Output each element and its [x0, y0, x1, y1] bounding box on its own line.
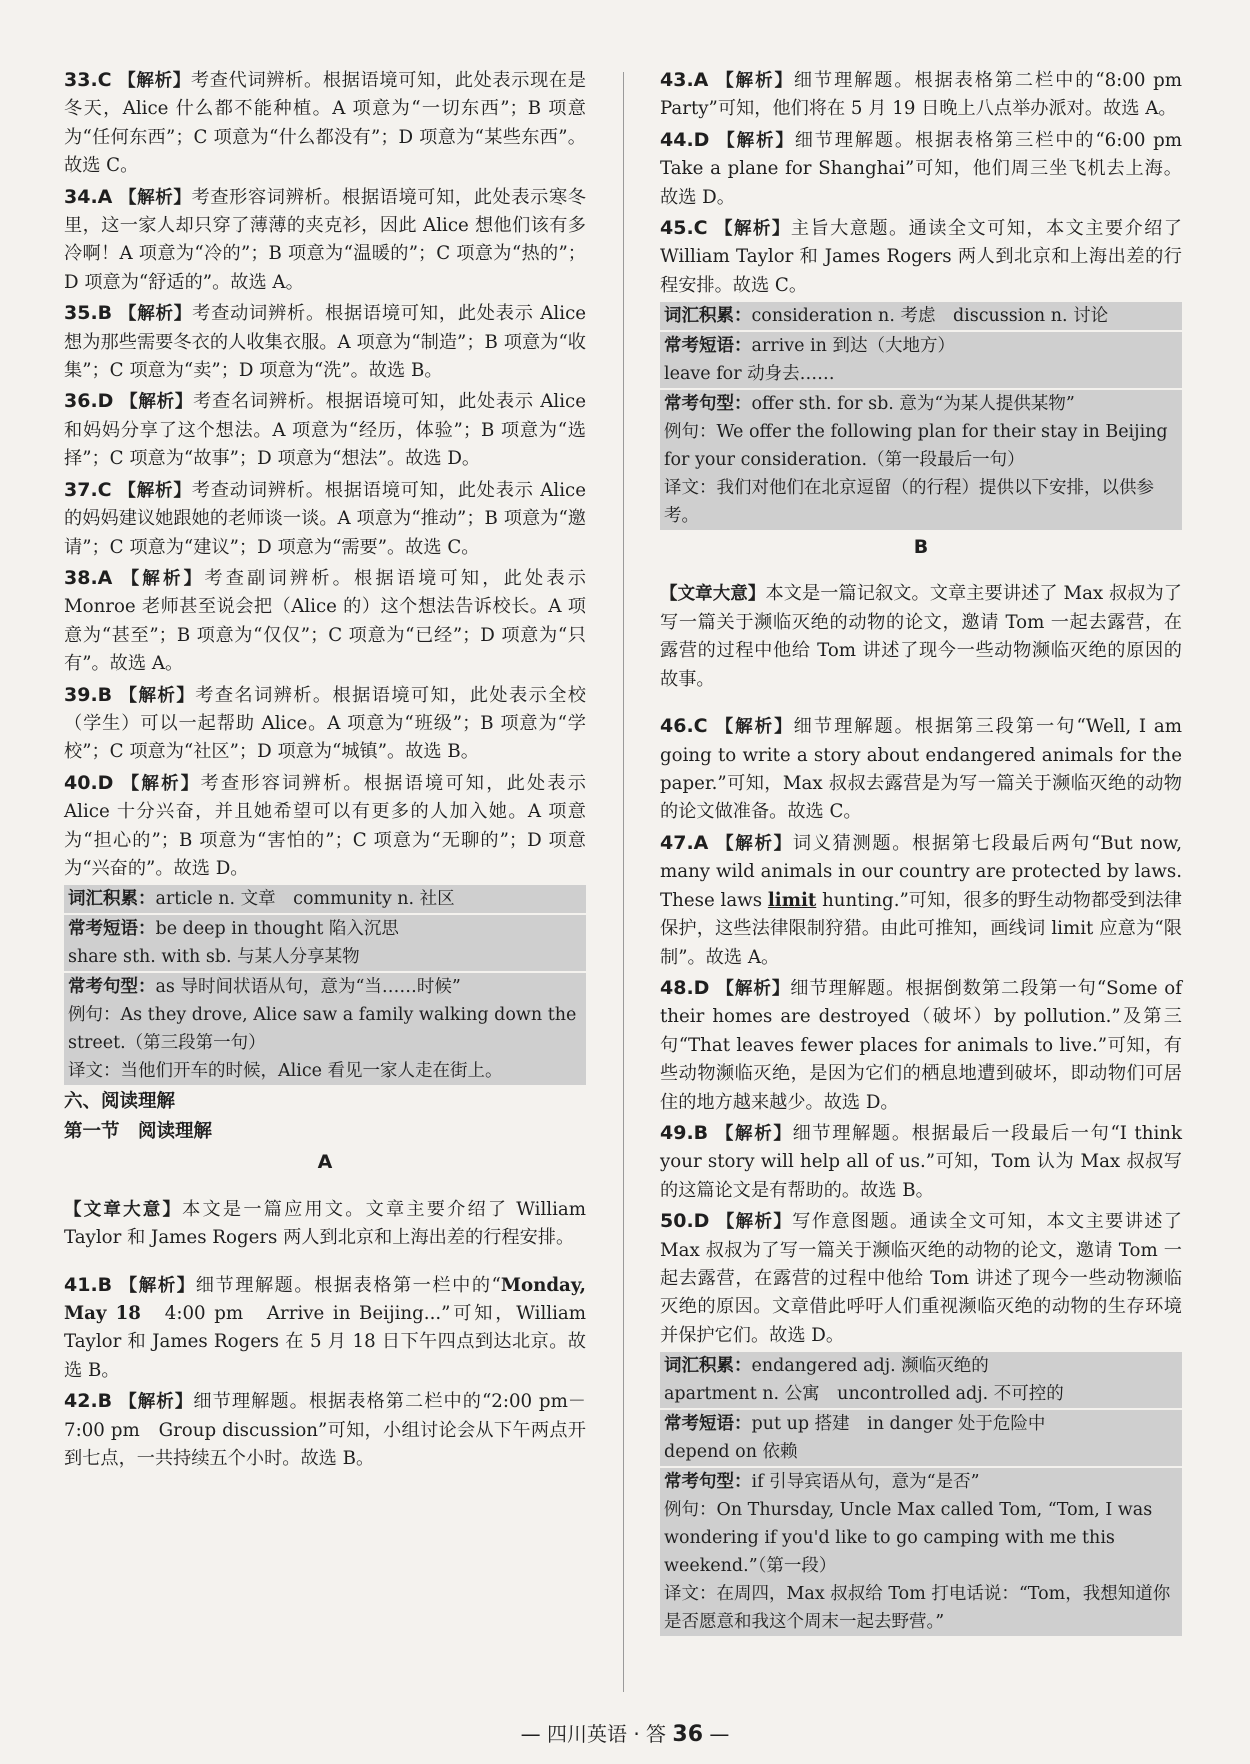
sentence-box: 常考句型：if 引导宾语从句，意为“是否” 例句：On Thursday, Uncle Max called Tom, “Tom, I was wondering if you'd like to go camping with me this weekend.”（第一段） 译文：在周四，Max 叔叔给 Tom 打电话说：“Tom，我想知道你是否愿意和我这个周末一起去野营。”	[660, 1468, 1182, 1636]
answer-39: 39.B 【解析】考查名词辨析。根据语境可知，此处表示全校（学生）可以一起帮助 Alice。A 项意为“班级”；B 项意为“学校”；C 项意为“社区”；D 项意为“城镇”。故选 B。	[64, 683, 586, 763]
answer-44: 44.D 【解析】细节理解题。根据表格第三栏中的“6:00 pm Take a plane for Shanghai”可知，他们周三坐飞机去上海。故选 D。	[660, 128, 1201, 208]
answer-40: 40.D 【解析】考查形容词辨析。根据语境可知，此处表示 Alice 十分兴奋，并且她希望可以有更多的人加入她。A 项意为“担心的”；B 项意为“害怕的”；C 项意为“无聊的”；D 项意为“兴奋的”。故选 D。	[64, 771, 586, 879]
phrase-box: 常考短语：put up 搭建 in danger 处于危险中 depend on 依赖	[660, 1410, 1182, 1466]
vocab-box: 词汇积累：article n. 文章 community n. 社区	[64, 885, 586, 913]
answer-38: 38.A 【解析】考查副词辨析。根据语境可知，此处表示 Monroe 老师甚至说会把（Alice 的）这个想法告诉校长。A 项意为“甚至”；B 项意为“仅仅”；C 项意为“已经”；D 项意为“只有”。故选 A。	[64, 566, 586, 675]
answer-46: 46.C 【解析】细节理解题。根据第三段第一句“Well, I am going to write a story about endangered animals for the paper.”可知，Max 叔叔去露营是为写一篇关于濒临灭绝的动物的论文做准备。故选 C。	[660, 715, 1182, 823]
answer-48: 48.D 【解析】细节理解题。根据倒数第二段第一句“Some of their homes are destroyed（破坏）by pollution.”及第三句“That leaves fewer places for animals to live.”可知，有些动物濒临灭绝，是因为它们的栖息地遭到破坏，即动物们可居住的地方越来越少。故选 D。	[660, 976, 1182, 1113]
answer-34: 34.A 【解析】考查形容词辨析。根据语境可知，此处表示寒冬里，这一家人却只穿了薄薄的夹克衫，因此 Alice 想他们该有多冷啊！A 项意为“冷的”；B 项意为“温暖的”；C 项意为“热的”；D 项意为“舒适的”。故选 A。	[64, 185, 586, 293]
answer-36: 36.D 【解析】考查名词辨析。根据语境可知，此处表示 Alice 和妈妈分享了这个想法。A 项意为“经历，体验”；B 项意为“选择”；C 项意为“故事”；D 项意为“想法”。故选 D。	[64, 390, 587, 470]
answer-50: 50.D 【解析】写作意图题。通读全文可知，本文主要讲述了 Max 叔叔为了写一篇关于濒临灭绝的动物的论文，邀请 Tom 一起去露营，在露营的过程中他给 Tom 讲述了现今一些动物濒临灭绝的原因。文章借此呼吁人们重视濒临灭绝的动物的生存环境并保护它们。故选 D。	[660, 1210, 1182, 1346]
section-heading: 六、阅读理解	[64, 1091, 176, 1113]
sentence-box: 常考句型：as 导时间状语从句，意为“当……时候” 例句：As they drove, Alice saw a family walking down the street.（第三段第一句） 译文：当他们开车的时候，Alice 看见一家人走在街上。	[64, 973, 586, 1085]
phrase-box: 常考短语：arrive in 到达（大地方） leave for 动身去……	[660, 332, 1182, 388]
answer-41: 41.B 【解析】细节理解题。根据表格第一栏中的“Monday, May 18 4:00 pm Arrive in Beijing...”可知，William Taylor 和 James Rogers 在 5 月 18 日下午四点到达北京。故选 B。	[64, 1273, 586, 1381]
passage-label-b: B	[913, 536, 929, 559]
answer-45: 45.C 【解析】主旨大意题。通读全文可知，本文主要介绍了 William Taylor 和 James Rogers 两人到北京和上海出差的行程安排。故选 C。	[660, 217, 1182, 296]
column-divider	[623, 72, 624, 1692]
answer-42: 42.B 【解析】细节理解题。根据表格第二栏中的“2:00 pm－7:00 pm Group discussion”可知，小组讨论会从下午两点开到七点，一共持续五个小时。故选 B。	[64, 1390, 586, 1469]
left-column	[64, 66, 586, 1475]
vocab-box: 词汇积累：endangered adj. 濒临灭绝的 apartment n. 公寓 uncontrolled adj. 不可控的	[660, 1352, 1182, 1408]
passage-label-a: A	[317, 1151, 333, 1174]
answer-35: 35.B 【解析】考查动词辨析。根据语境可知，此处表示 Alice 想为那些需要冬衣的人收集衣服。A 项意为“制造”；B 项意为“收集”；C 项意为“卖”；D 项意为“洗”。故选 B。	[64, 302, 587, 382]
answer-49: 49.B 【解析】细节理解题。根据最后一段最后一句“I think your story will help all of us.”可知，Tom 认为 Max 叔叔写的这篇论文是有帮助的。故选 B。	[660, 1121, 1183, 1201]
right-column	[660, 66, 1201, 1638]
passage-summary-b: 【文章大意】本文是一篇记叙文。文章主要讲述了 Max 叔叔为了写一篇关于濒临灭绝的动物的论文，邀请 Tom 一起去露营，在露营的过程中他给 Tom 讲述了现今一些动物濒临灭绝的原因的故事。	[660, 583, 1182, 690]
answer-43: 43.A 【解析】细节理解题。根据表格第二栏中的“8:00 pm Party”可知，他们将在 5 月 19 日晚上八点举办派对。故选 A。	[660, 69, 1201, 120]
answer-47: 47.A 【解析】词义猜测题。根据第七段最后两句“But now, many wild animals in our country are protected by laws. These laws limit hunting.”可知，很多的野生动物都受到法律保护，这些法律限制狩猎。由此可推知，画线词 limit 应意为“限制”。故选 A。	[660, 831, 1182, 968]
answer-37: 37.C 【解析】考查动词辨析。根据语境可知，此处表示 Alice 的妈妈建议她跟她的老师谈一谈。A 项意为“推动”；B 项意为“邀请”；C 项意为“建议”；D 项意为“需要”。故选 C。	[64, 478, 587, 558]
page-number: 36	[672, 1722, 704, 1747]
sentence-box: 常考句型：offer sth. for sb. 意为“为某人提供某物” 例句：We offer the following plan for their stay in Beijing for your consideration.（第一段最后一句） 译文：我们对他们在北京逗留（的行程）提供以下安排，以供参考。	[660, 390, 1182, 530]
page-footer: — 四川英语 · 答 36 —	[520, 1722, 730, 1747]
subsection-heading: 第一节 阅读理解	[64, 1121, 213, 1143]
passage-summary-a: 【文章大意】本文是一篇应用文。文章主要介绍了 William Taylor 和 James Rogers 两人到北京和上海出差的行程安排。	[64, 1198, 586, 1248]
vocab-box: 词汇积累：consideration n. 考虑 discussion n. 讨论	[660, 302, 1182, 330]
answer-33: 33.C 【解析】考查代词辨析。根据语境可知，此处表示现在是冬天，Alice 什么都不能种植。A 项意为“一切东西”；B 项意为“任何东西”；C 项意为“什么都没有”；D 项意为“某些东西”。故选 C。	[64, 69, 586, 177]
phrase-box: 常考短语：be deep in thought 陷入沉思 share sth. with sb. 与某人分享某物	[64, 915, 586, 971]
